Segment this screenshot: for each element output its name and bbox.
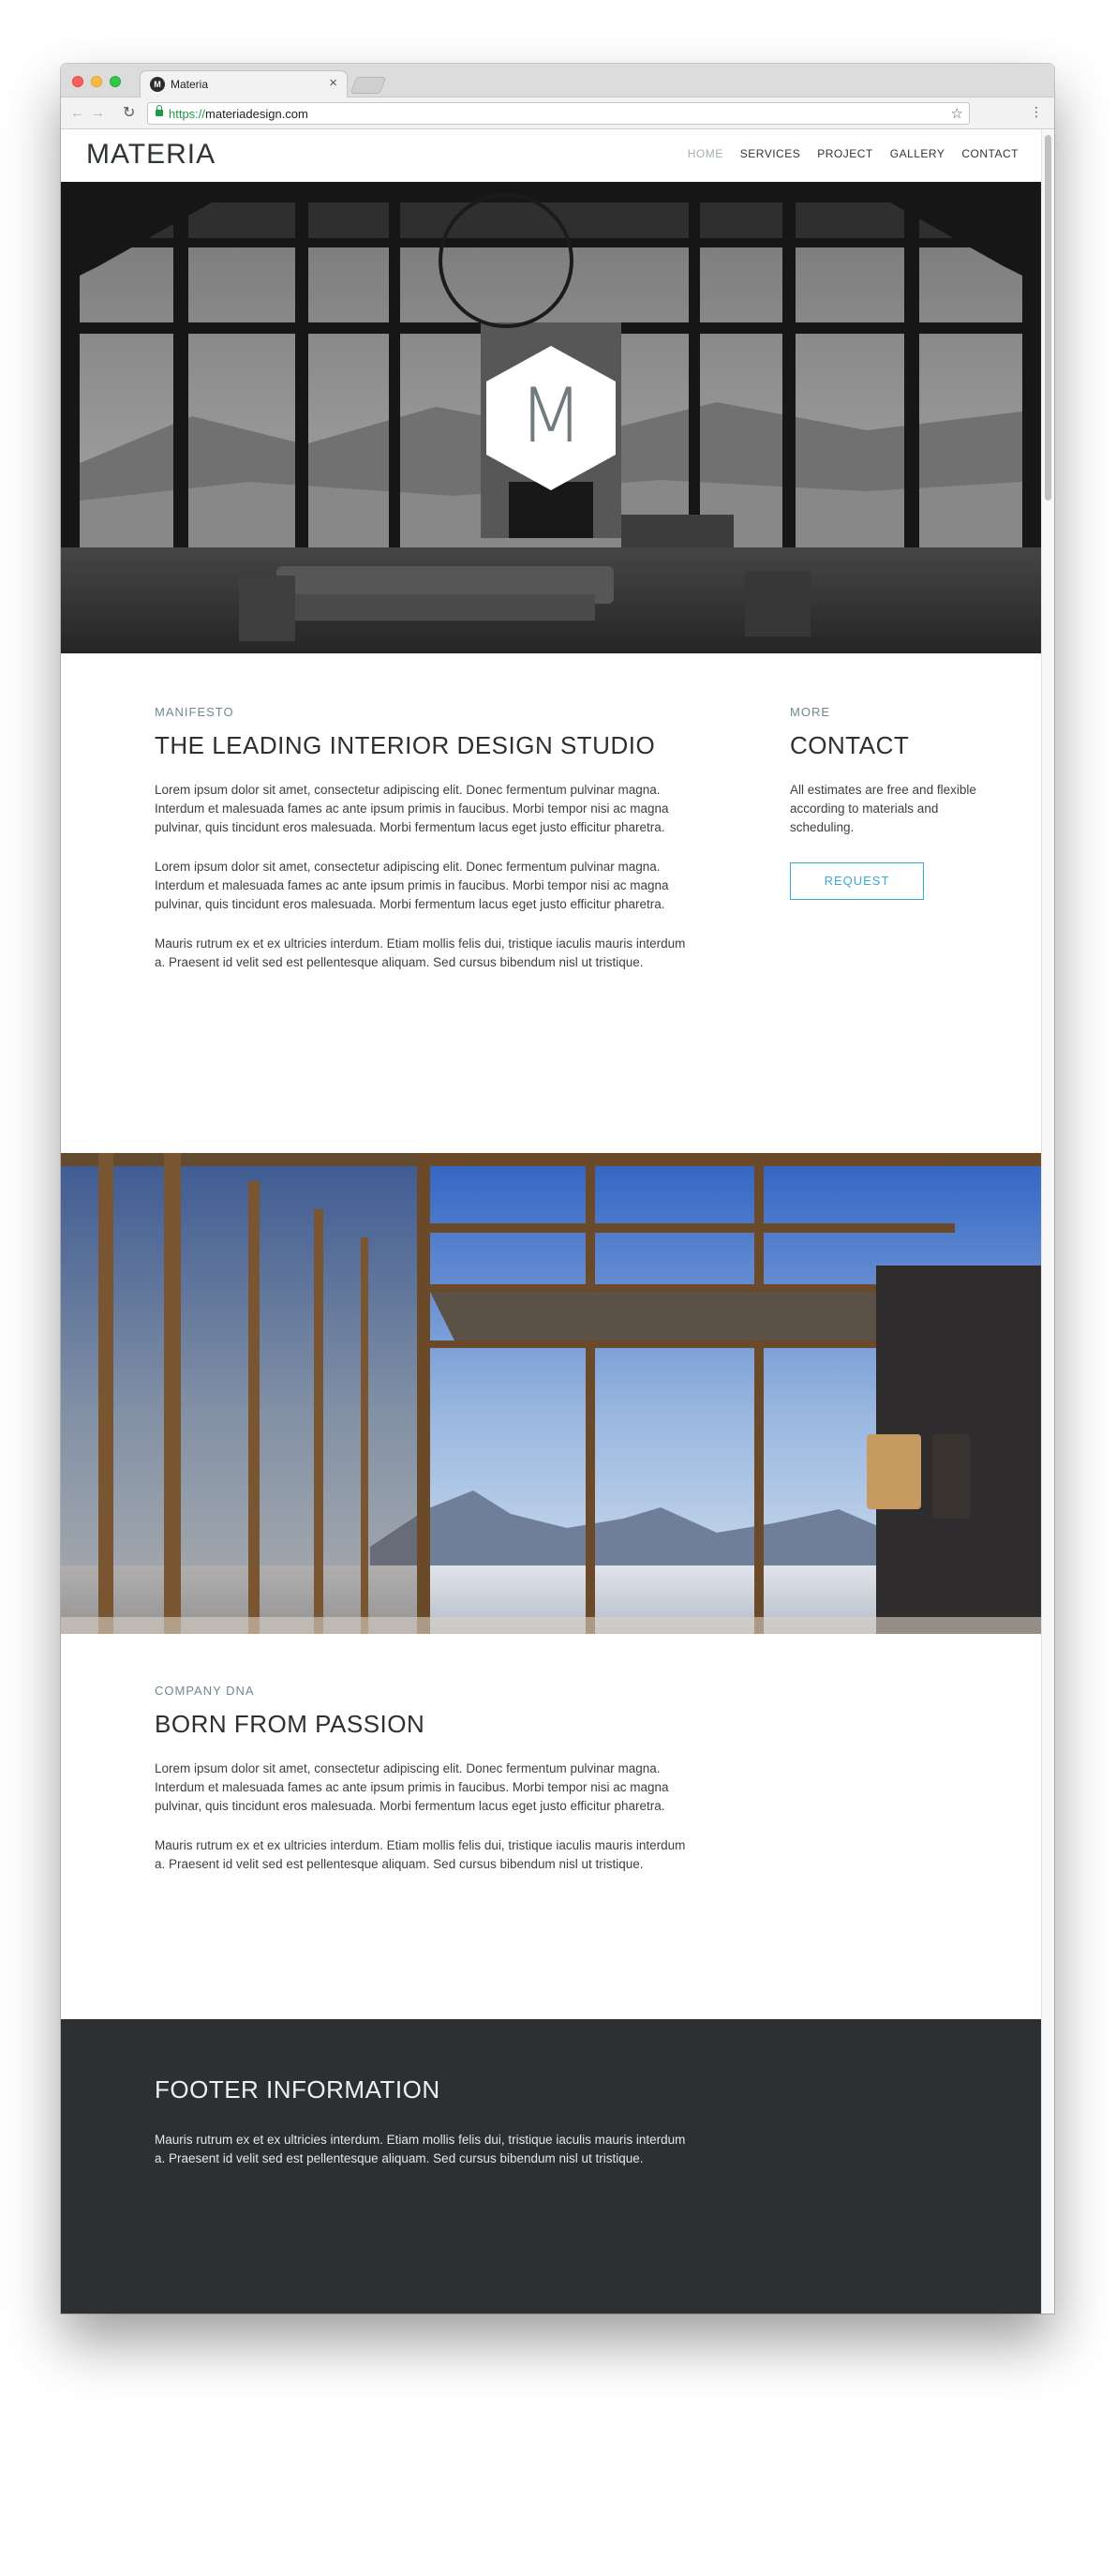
- company-dna-section: [155, 1684, 717, 1874]
- minimize-window-button[interactable]: [91, 76, 102, 87]
- dna-paragraph: Lorem ipsum dolor sit amet, consectetur adipiscing elit. Donec fermentum pulvinar magna. Interdum et malesuada fames ac ante ipsum primis in faucibus. Morbi tempor nisi ac magna pulvinar, quis tincidunt eros malesuada. Morbi fermentum lacus eget justo efficitur pharetra.: [155, 1761, 669, 1813]
- address-bar[interactable]: [147, 102, 970, 125]
- nav-project[interactable]: PROJECT: [817, 147, 873, 160]
- main-nav: [688, 147, 1019, 160]
- interior-photo: [61, 1153, 1041, 1634]
- url-host: materiadesign.com: [205, 107, 308, 121]
- manifesto-heading: THE LEADING INTERIOR DESIGN STUDIO: [155, 731, 656, 759]
- site-header: [61, 129, 1041, 182]
- hero-badge-letter: M: [518, 372, 584, 459]
- back-arrow-icon[interactable]: ←: [70, 105, 84, 121]
- manifesto-paragraph: Lorem ipsum dolor sit amet, consectetur adipiscing elit. Donec fermentum pulvinar magna. Interdum et malesuada fames ac ante ipsum primis in faucibus. Morbi tempor nisi ac magna pulvinar, quis tincidunt eros malesuada. Morbi fermentum lacus eget justo efficitur pharetra.: [155, 783, 669, 834]
- close-window-button[interactable]: [72, 76, 83, 87]
- page-scrollbar[interactable]: [1041, 129, 1054, 2314]
- forward-arrow-icon[interactable]: →: [91, 105, 105, 121]
- maximize-window-button[interactable]: [110, 76, 121, 87]
- nav-home[interactable]: HOME: [687, 147, 723, 160]
- footer-inner: [155, 2075, 717, 2168]
- nav-services[interactable]: SERVICES: [739, 147, 801, 160]
- bookmark-star-icon[interactable]: ☆: [950, 106, 963, 122]
- close-tab-icon[interactable]: ×: [329, 75, 337, 91]
- scrollbar-thumb[interactable]: [1045, 135, 1051, 501]
- contact-eyebrow: MORE: [790, 705, 830, 719]
- contact-aside: [790, 705, 1005, 900]
- url-protocol: https://: [169, 107, 206, 121]
- reload-icon[interactable]: ↻: [123, 105, 136, 121]
- nav-contact[interactable]: CONTACT: [961, 147, 1019, 160]
- nav-gallery[interactable]: GALLERY: [889, 147, 945, 160]
- lock-icon: [156, 110, 163, 116]
- manifesto-section: [155, 705, 717, 972]
- hero-badge: [486, 346, 616, 490]
- footer-text: Mauris rutrum ex et ex ultricies interdum. Etiam mollis felis dui, tristique iaculis mauris interdum a. Praesent id velit sed est pellentesque aliquam. Sed cursus bibendum nisl ut tristique.: [155, 2133, 686, 2165]
- tab-strip: [61, 64, 1054, 97]
- browser-tab[interactable]: [140, 70, 348, 97]
- dna-heading: BORN FROM PASSION: [155, 1710, 425, 1738]
- site-footer: [61, 2019, 1041, 2314]
- footer-heading: FOOTER INFORMATION: [155, 2075, 440, 2104]
- url-text[interactable]: [169, 107, 308, 121]
- browser-window: [61, 64, 1054, 2314]
- dna-paragraph: Mauris rutrum ex et ex ultricies interdum. Etiam mollis felis dui, tristique iaculis mauris interdum a. Praesent id velit sed est pellentesque aliquam. Sed cursus bibendum nisl ut tristique.: [155, 1838, 686, 1871]
- favicon-icon: M: [150, 77, 165, 92]
- manifesto-eyebrow: MANIFESTO: [155, 705, 234, 719]
- request-button[interactable]: REQUEST: [790, 862, 924, 900]
- browser-toolbar: [61, 97, 1054, 129]
- dna-eyebrow: COMPANY DNA: [155, 1684, 255, 1698]
- new-tab-button[interactable]: [350, 77, 387, 94]
- manifesto-paragraph: Lorem ipsum dolor sit amet, consectetur adipiscing elit. Donec fermentum pulvinar magna. Interdum et malesuada fames ac ante ipsum primis in faucibus. Morbi tempor nisi ac magna pulvinar, quis tincidunt eros malesuada. Morbi fermentum lacus eget justo efficitur pharetra.: [155, 860, 669, 911]
- manifesto-paragraph: Mauris rutrum ex et ex ultricies interdum. Etiam mollis felis dui, tristique iaculis mauris interdum a. Praesent id velit sed est pellentesque aliquam. Sed cursus bibendum nisl ut tristique.: [155, 936, 686, 969]
- contact-heading: CONTACT: [790, 731, 910, 759]
- browser-menu-icon[interactable]: ⋮: [1030, 104, 1043, 119]
- site-logo[interactable]: MATERIA: [86, 139, 216, 170]
- hero-image: [61, 182, 1041, 653]
- interior-window-photo: [61, 1153, 1041, 1634]
- tab-title: Materia: [171, 78, 209, 91]
- contact-text: All estimates are free and flexible according to materials and scheduling.: [790, 783, 976, 834]
- page-viewport: [61, 129, 1041, 2314]
